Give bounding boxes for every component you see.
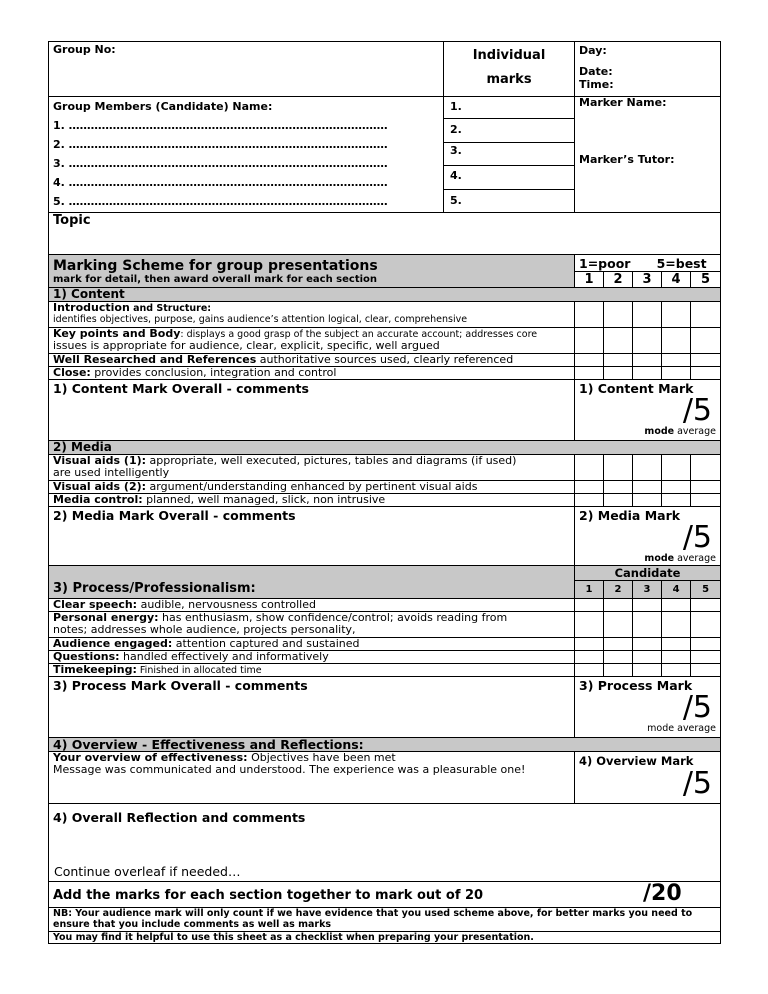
scale-num-2: 2 bbox=[603, 272, 632, 287]
indiv-mark-1[interactable]: 1. bbox=[444, 97, 574, 119]
q-score-1[interactable] bbox=[575, 651, 604, 664]
overview-mark-value: /5 bbox=[682, 766, 713, 801]
intro-score-4[interactable] bbox=[662, 302, 691, 328]
pe-rest: has enthusiasm, show confidence/control; avoids reading from bbox=[158, 612, 508, 624]
indiv-mark-2[interactable]: 2. bbox=[444, 119, 574, 143]
content-mode-bold: mode bbox=[644, 426, 675, 437]
key-desc: issues is appropriate for audience, clear, explicit, specific, well argued bbox=[53, 340, 440, 352]
individual-label: Individual bbox=[472, 48, 546, 63]
eff-rest: Objectives have been met bbox=[247, 752, 396, 764]
key-score-2[interactable] bbox=[604, 328, 633, 354]
content-overall-comments[interactable]: 1) Content Mark Overall - comments bbox=[49, 380, 575, 441]
mc-bold: Media control: bbox=[53, 494, 143, 506]
v2-bold: Visual aids (2): bbox=[53, 481, 147, 493]
member-line-1[interactable]: 1. …………………………………………………………………………… bbox=[53, 119, 388, 132]
scale-label: 1=poor 5=best bbox=[575, 255, 720, 272]
cs-score-2[interactable] bbox=[604, 599, 633, 612]
overview-heading: 4) Overview - Effectiveness and Reflections: bbox=[49, 738, 721, 752]
v1-score-5[interactable] bbox=[691, 455, 721, 481]
cand-num-2: 2 bbox=[603, 581, 632, 598]
indiv-mark-5[interactable]: 5. bbox=[450, 194, 462, 207]
content-mark-label: 1) Content Mark bbox=[579, 381, 694, 396]
scheme-title: Marking Scheme for group presentations bbox=[53, 258, 378, 274]
q-score-5[interactable] bbox=[691, 651, 721, 664]
media-mode-bold: mode bbox=[644, 553, 675, 564]
research-score-4[interactable] bbox=[662, 354, 691, 367]
ae-score-2[interactable] bbox=[604, 638, 633, 651]
q-bold: Questions: bbox=[53, 651, 120, 663]
process-audience-engaged bbox=[49, 638, 575, 651]
q-score-3[interactable] bbox=[633, 651, 662, 664]
research-rest: authoritative sources used, clearly referenced bbox=[256, 354, 514, 366]
indiv-mark-4[interactable]: 4. bbox=[444, 166, 574, 190]
mc-score-2[interactable] bbox=[604, 494, 633, 507]
scale-num-3: 3 bbox=[632, 272, 661, 287]
close-score-1[interactable] bbox=[575, 367, 604, 380]
media-mark-cell[interactable] bbox=[575, 507, 721, 566]
scale-cell bbox=[575, 255, 721, 288]
cs-bold: Clear speech: bbox=[53, 599, 138, 611]
overview-mark-label: 4) Overview Mark bbox=[579, 754, 694, 768]
member-line-3[interactable]: 3. …………………………………………………………………………… bbox=[53, 157, 388, 170]
v1-score-4[interactable] bbox=[662, 455, 691, 481]
content-mark-value: /5 bbox=[682, 393, 713, 428]
v1-score-3[interactable] bbox=[633, 455, 662, 481]
v2-rest: argument/understanding enhanced by pertinent visual aids bbox=[146, 481, 478, 493]
close-score-3[interactable] bbox=[633, 367, 662, 380]
media-overall-comments[interactable]: 2) Media Mark Overall - comments bbox=[49, 507, 575, 566]
content-mode-rest: average bbox=[674, 426, 717, 437]
intro-rest: and Structure: bbox=[129, 303, 212, 314]
process-timekeeping bbox=[49, 664, 575, 677]
media-visual-aids-1 bbox=[49, 455, 575, 481]
process-heading: 3) Process/Professionalism: bbox=[49, 566, 575, 599]
topic-label[interactable]: Topic bbox=[49, 213, 721, 255]
media-control bbox=[49, 494, 575, 507]
total-value: /20 bbox=[643, 881, 682, 906]
process-mark-cell[interactable] bbox=[575, 677, 721, 738]
pe-score-3[interactable] bbox=[633, 612, 662, 638]
q-score-2[interactable] bbox=[604, 651, 633, 664]
v2-score-4[interactable] bbox=[662, 481, 691, 494]
marker-tutor-label: Marker’s Tutor: bbox=[579, 154, 675, 166]
v2-score-1[interactable] bbox=[575, 481, 604, 494]
members-label: Group Members (Candidate) Name: bbox=[53, 100, 273, 113]
candidate-numbers bbox=[575, 581, 720, 598]
research-score-5[interactable] bbox=[691, 354, 721, 367]
close-rest: provides conclusion, integration and control bbox=[90, 367, 337, 379]
overview-effectiveness bbox=[49, 752, 575, 804]
process-personal-energy bbox=[49, 612, 575, 638]
key-rest: : displays a good grasp of the subject an accurate account; addresses core bbox=[180, 329, 538, 340]
ae-score-3[interactable] bbox=[633, 638, 662, 651]
process-mark-value: /5 bbox=[682, 690, 713, 725]
v2-score-2[interactable] bbox=[604, 481, 633, 494]
process-mode: mode average bbox=[647, 723, 717, 734]
mc-score-4[interactable] bbox=[662, 494, 691, 507]
marker-name-label: Marker Name: bbox=[579, 97, 667, 109]
ae-score-1[interactable] bbox=[575, 638, 604, 651]
pe-score-5[interactable] bbox=[691, 612, 721, 638]
content-key-points bbox=[49, 328, 575, 354]
nb-note: NB: Your audience mark will only count if we have evidence that you used scheme above, for better marks you need to ensure that you include comments as well as marks bbox=[49, 908, 721, 932]
key-score-5[interactable] bbox=[691, 328, 721, 354]
marks-label: marks bbox=[486, 72, 532, 87]
v2-score-3[interactable] bbox=[633, 481, 662, 494]
tk-bold: Timekeeping: bbox=[53, 664, 137, 676]
intro-desc: identifies objectives, purpose, gains audience’s attention logical, clear, comprehensive bbox=[53, 314, 468, 325]
indiv-mark-3[interactable]: 3. bbox=[444, 143, 574, 166]
scheme-title-cell bbox=[49, 255, 575, 288]
mc-rest: planned, well managed, slick, non intrusive bbox=[142, 494, 386, 506]
overall-reflection[interactable] bbox=[49, 804, 721, 882]
mc-score-5[interactable] bbox=[691, 494, 721, 507]
q-rest: handled effectively and informatively bbox=[119, 651, 329, 663]
v1-bold: Visual aids (1): bbox=[53, 455, 147, 467]
intro-score-3[interactable] bbox=[633, 302, 662, 328]
v1-score-1[interactable] bbox=[575, 455, 604, 481]
intro-score-5[interactable] bbox=[691, 302, 721, 328]
date-label: Date: bbox=[579, 65, 613, 78]
time-label: Time: bbox=[579, 78, 614, 91]
ae-score-4[interactable] bbox=[662, 638, 691, 651]
total-label: Add the marks for each section together to mark out of 20 bbox=[53, 888, 484, 903]
content-intro bbox=[49, 302, 575, 328]
member-line-2[interactable]: 2. …………………………………………………………………………… bbox=[53, 138, 388, 151]
mc-score-1[interactable] bbox=[575, 494, 604, 507]
scheme-subtitle: mark for detail, then award overall mark for each section bbox=[53, 274, 378, 285]
content-research bbox=[49, 354, 575, 367]
process-mark-label: 3) Process Mark bbox=[579, 678, 693, 693]
checklist-tip: You may find it helpful to use this sheet as a checklist when preparing your presentation. bbox=[49, 932, 721, 944]
eff-desc: Message was communicated and understood. The experience was a pleasurable one! bbox=[53, 764, 526, 776]
pe-bold: Personal energy: bbox=[53, 612, 159, 624]
member-line-4[interactable]: 4. …………………………………………………………………………… bbox=[53, 176, 388, 189]
scale-numbers bbox=[575, 272, 720, 287]
content-mark-cell[interactable] bbox=[575, 380, 721, 441]
reflection-label: 4) Overall Reflection and comments bbox=[53, 810, 306, 825]
key-score-4[interactable] bbox=[662, 328, 691, 354]
individual-marks-list bbox=[444, 97, 575, 213]
cs-score-4[interactable] bbox=[662, 599, 691, 612]
close-bold: Close: bbox=[53, 367, 91, 379]
media-mark-label: 2) Media Mark bbox=[579, 508, 681, 523]
marker-info bbox=[575, 97, 721, 213]
ae-bold: Audience engaged: bbox=[53, 638, 173, 650]
key-score-1[interactable] bbox=[575, 328, 604, 354]
pe-score-4[interactable] bbox=[662, 612, 691, 638]
pe-score-1[interactable] bbox=[575, 612, 604, 638]
key-score-3[interactable] bbox=[633, 328, 662, 354]
total-row[interactable] bbox=[49, 882, 721, 908]
cand-num-1: 1 bbox=[585, 584, 593, 595]
group-no-label: Group No: bbox=[49, 42, 444, 97]
cs-score-3[interactable] bbox=[633, 599, 662, 612]
scale-num-4: 4 bbox=[661, 272, 690, 287]
continue-note: Continue overleaf if needed… bbox=[54, 864, 241, 879]
individual-marks-header bbox=[444, 42, 575, 97]
cs-score-5[interactable] bbox=[691, 599, 721, 612]
process-questions bbox=[49, 651, 575, 664]
mc-score-3[interactable] bbox=[633, 494, 662, 507]
research-score-1[interactable] bbox=[575, 354, 604, 367]
intro-score-1[interactable] bbox=[575, 302, 604, 328]
cs-rest: audible, nervousness controlled bbox=[137, 599, 316, 611]
close-score-5[interactable] bbox=[691, 367, 721, 380]
research-bold: Well Researched and References bbox=[53, 354, 257, 366]
pe-score-2[interactable] bbox=[604, 612, 633, 638]
key-bold: Key points and Body bbox=[53, 328, 181, 340]
scale-num-5: 5 bbox=[690, 272, 720, 287]
process-clear-speech bbox=[49, 599, 575, 612]
tk-score-5[interactable] bbox=[691, 664, 721, 677]
media-mark-value: /5 bbox=[682, 520, 713, 555]
overview-mark-cell[interactable] bbox=[575, 752, 721, 804]
candidate-header bbox=[575, 566, 721, 599]
cs-score-1[interactable] bbox=[575, 599, 604, 612]
tk-score-1[interactable] bbox=[575, 664, 604, 677]
media-heading: 2) Media bbox=[49, 441, 721, 455]
content-heading: 1) Content bbox=[49, 288, 721, 302]
group-members bbox=[49, 97, 444, 213]
day-label: Day: bbox=[579, 44, 607, 57]
marking-table bbox=[48, 41, 721, 944]
candidate-label: Candidate bbox=[575, 566, 720, 581]
day-date-time bbox=[575, 42, 721, 97]
v2-score-5[interactable] bbox=[691, 481, 721, 494]
v1-desc: are used intelligently bbox=[53, 467, 170, 479]
v1-score-2[interactable] bbox=[604, 455, 633, 481]
member-line-5[interactable]: 5. …………………………………………………………………………… bbox=[53, 195, 388, 208]
research-score-2[interactable] bbox=[604, 354, 633, 367]
cand-num-4: 4 bbox=[661, 581, 690, 598]
process-overall-comments[interactable]: 3) Process Mark Overall - comments bbox=[49, 677, 575, 738]
cand-num-5: 5 bbox=[690, 581, 720, 598]
tk-score-3[interactable] bbox=[633, 664, 662, 677]
intro-score-2[interactable] bbox=[604, 302, 633, 328]
cand-num-3: 3 bbox=[632, 581, 661, 598]
tk-score-4[interactable] bbox=[662, 664, 691, 677]
tk-score-2[interactable] bbox=[604, 664, 633, 677]
eff-bold: Your overview of effectiveness: bbox=[53, 752, 248, 764]
media-visual-aids-2 bbox=[49, 481, 575, 494]
pe-desc: notes; addresses whole audience, projects personality, bbox=[53, 624, 356, 636]
content-close bbox=[49, 367, 575, 380]
q-score-4[interactable] bbox=[662, 651, 691, 664]
content-mode bbox=[579, 426, 716, 438]
media-mode-rest: average bbox=[674, 553, 717, 564]
close-score-4[interactable] bbox=[662, 367, 691, 380]
media-mode bbox=[579, 553, 716, 565]
marking-sheet bbox=[48, 41, 720, 944]
tk-rest: Finished in allocated time bbox=[136, 665, 262, 676]
scale-num-1: 1 bbox=[584, 272, 594, 287]
ae-score-5[interactable] bbox=[691, 638, 721, 651]
intro-bold: Introduction bbox=[53, 302, 130, 314]
ae-rest: attention captured and sustained bbox=[172, 638, 360, 650]
v1-rest: appropriate, well executed, pictures, tables and diagrams (if used) bbox=[146, 455, 517, 467]
research-score-3[interactable] bbox=[633, 354, 662, 367]
close-score-2[interactable] bbox=[604, 367, 633, 380]
